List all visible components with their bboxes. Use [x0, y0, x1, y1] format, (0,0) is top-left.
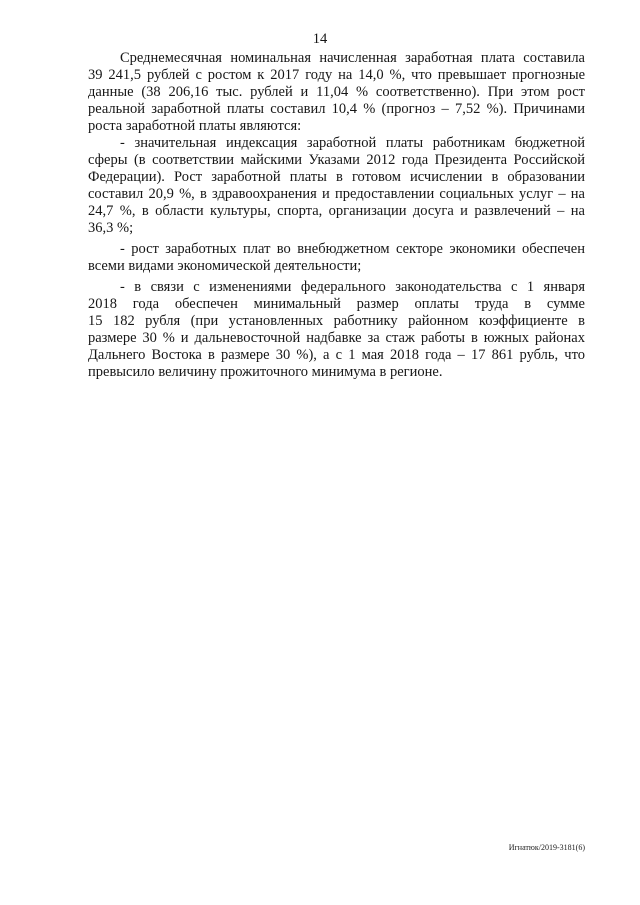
text-line: Федерации). Рост заработной платы в готовом исчислении в образовании — [88, 169, 585, 185]
page-number: 14 — [312, 31, 328, 47]
text-line: превысило величину прожиточного минимума в регионе. — [88, 364, 443, 380]
text-line: сферы (в соответствии майскими Указами 2012 года Президента Российской — [88, 152, 585, 168]
footer-document-id: Игнатюк/2019-3181(6) — [508, 843, 585, 852]
text-line: 36,3 %; — [88, 220, 134, 236]
paragraph — [88, 50, 585, 135]
text-line: размере 30 % и дальневосточной надбавке за стаж работы в южных районах — [88, 330, 585, 346]
text-line: - значительная индексация заработной платы работникам бюджетной — [120, 135, 585, 151]
text-line: - рост заработных плат во внебюджетном секторе экономики обеспечен — [120, 241, 585, 257]
text-line: 15 182 рубля (при установленных работнику районном коэффициенте в — [88, 313, 585, 329]
document-body — [88, 50, 585, 381]
text-line: составил 20,9 %, в здравоохранения и предоставлении социальных услуг – на — [88, 186, 585, 202]
text-line: - в связи с изменениями федерального законодательства с 1 января — [120, 279, 585, 295]
text-line: 24,7 %, в области культуры, спорта, организации досуга и развлечений – на — [88, 203, 585, 219]
text-line: Среднемесячная номинальная начисленная заработная плата составила — [120, 50, 585, 66]
text-line: роста заработной платы являются: — [88, 118, 302, 134]
text-line: 2018 года обеспечен минимальный размер оплаты труда в сумме — [88, 296, 585, 312]
text-line: реальной заработной платы составил 10,4 % (прогноз – 7,52 %). Причинами — [88, 101, 585, 117]
text-line: всеми видами экономической деятельности; — [88, 258, 362, 274]
paragraph — [88, 279, 585, 381]
text-line: 39 241,5 рублей с ростом к 2017 году на 14,0 %, что превышает прогнозные — [88, 67, 585, 83]
paragraph — [88, 135, 585, 237]
text-line: Дальнего Востока в размере 30 %), а с 1 мая 2018 года – 17 861 рубль, что — [88, 347, 585, 363]
paragraph — [88, 241, 585, 275]
text-line: данные (38 206,16 тыс. рублей и 11,04 % соответственно). При этом рост — [88, 84, 585, 100]
